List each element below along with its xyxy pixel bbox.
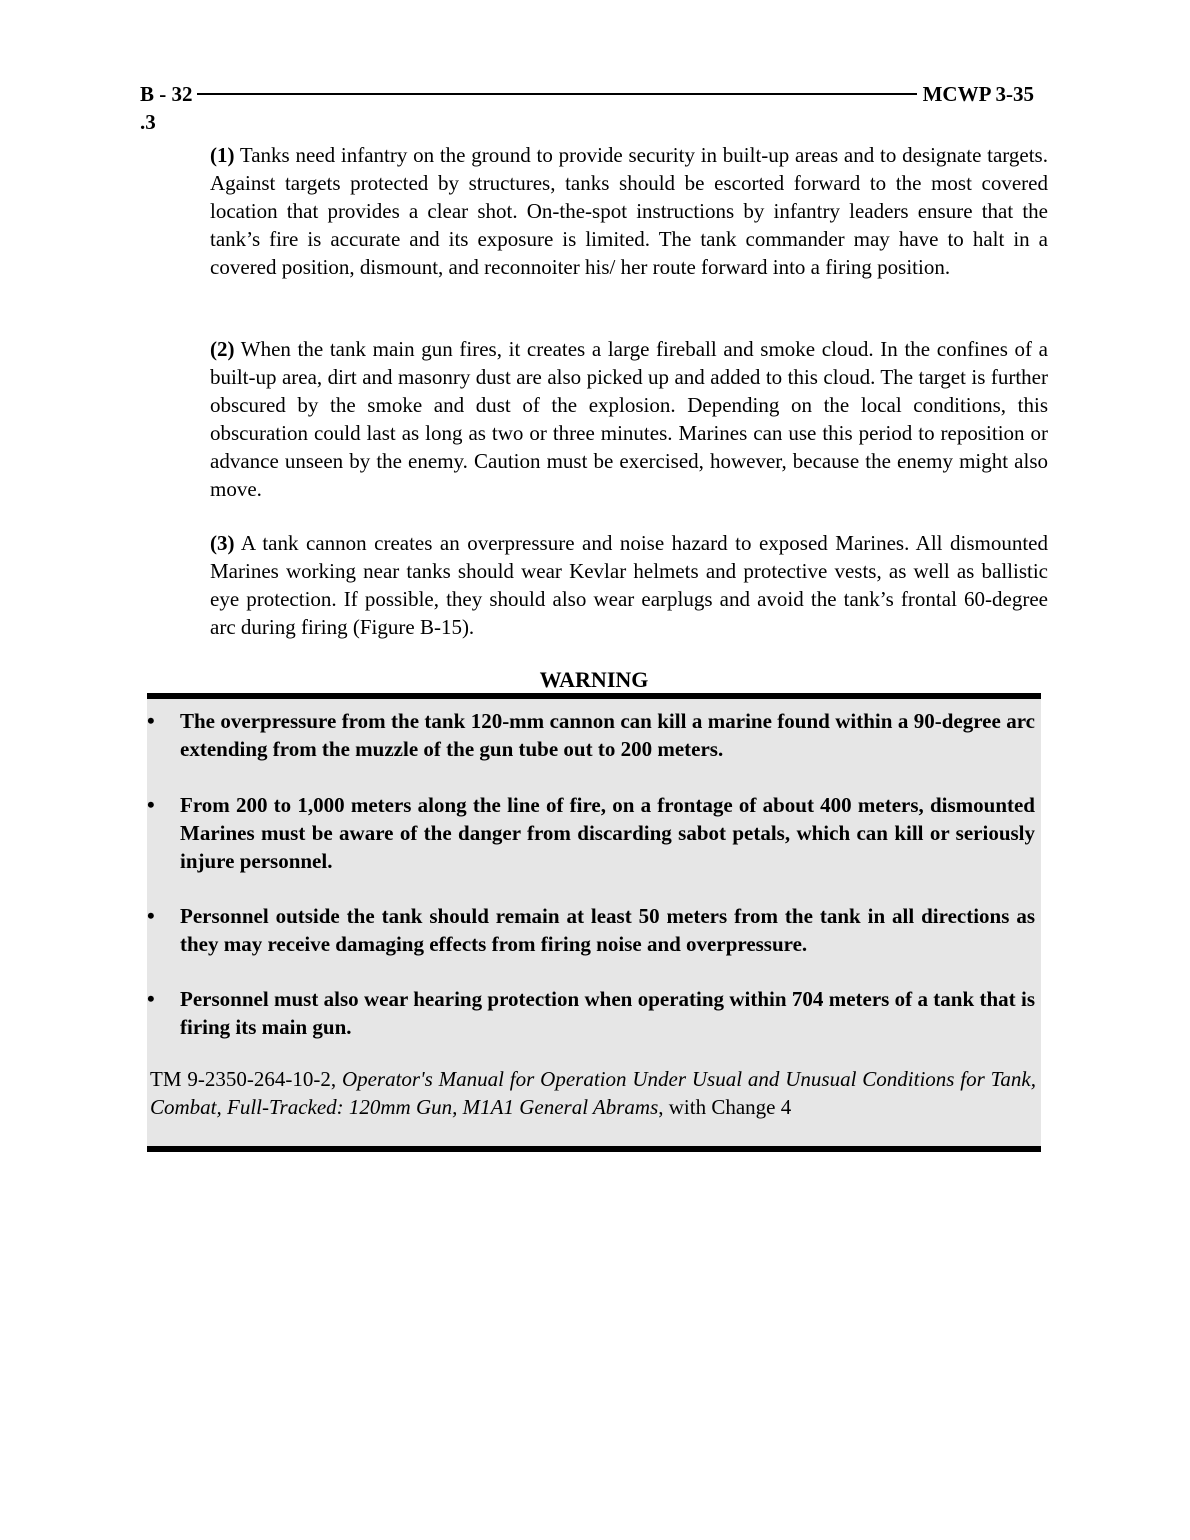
paragraph-text: A tank cannon creates an overpressure and noise hazard to exposed Marines. All dismounted Marines working near tanks should wear Kevlar helmets and protective vests, as well as ballistic eye protection. If possible, they should also wear earplugs and avoid the tank’s frontal 60-degree arc during firing (Figure B-15). <box>210 531 1048 639</box>
paragraph-number: (2) <box>210 337 235 361</box>
page-header <box>140 80 1034 108</box>
warning-item-text: Personnel must also wear hearing protection when operating within 704 meters of a tank that is firing its main gun. <box>180 987 1035 1039</box>
reference-suffix: , with Change 4 <box>658 1095 792 1119</box>
publication-id: MCWP 3-35 <box>922 81 1034 106</box>
bullet-icon: • <box>147 986 155 1011</box>
reference-title: Operator's Manual for Operation Under Usual and Unusual Conditions for Tank, Combat, Full-Tracked: 120mm Gun, M1A1 General Abrams <box>150 1067 1036 1119</box>
warning-reference <box>150 1065 1036 1121</box>
page-number: B - 32 <box>140 81 193 106</box>
warning-item-text: The overpressure from the tank 120-mm cannon can kill a marine found within a 90-degree arc extending from the muzzle of the gun tube out to 200 meters. <box>180 709 1035 761</box>
paragraph-text: When the tank main gun fires, it creates a large fireball and smoke cloud. In the confines of a built-up area, dirt and masonry dust are also picked up and added to this cloud. The target is further obscured by the smoke and dust of the explosion. Depending on the local conditions, this obscuration could last as long as two or three minutes. Marines can use this period to reposition or advance unseen by the enemy. Caution must be exercised, however, because the enemy might also move. <box>210 337 1048 501</box>
warning-item-text: Personnel outside the tank should remain at least 50 meters from the tank in all directions as they may receive damaging effects from firing noise and overpressure. <box>180 904 1035 956</box>
paragraph-3 <box>210 529 1048 641</box>
warning-title: WARNING <box>539 667 649 692</box>
bullet-icon: • <box>147 903 155 928</box>
warning-box <box>147 693 1041 1152</box>
header-rule <box>197 93 917 95</box>
paragraph-2 <box>210 335 1048 503</box>
reference-prefix: TM 9-2350-264-10-2, <box>150 1067 342 1091</box>
bullet-icon: • <box>147 708 155 733</box>
paragraph-text: Tanks need infantry on the ground to provide security in built-up areas and to designate targets. Against targets protected by structures, tanks should be escorted forward to the most covered location that provides a clear shot. On-the-spot instructions by infantry leaders ensure that the tank’s fire is accurate and its exposure is limited. The tank commander may have to halt in a covered position, dismount, and reconnoiter his/ her route forward into a firing position. <box>210 143 1048 279</box>
page-number-suffix: .3 <box>140 110 156 134</box>
bullet-icon: • <box>147 792 155 817</box>
paragraph-number: (1) <box>210 143 235 167</box>
paragraph-number: (3) <box>210 531 235 555</box>
warning-item-text: From 200 to 1,000 meters along the line of fire, on a frontage of about 400 meters, dismounted Marines must be aware of the danger from discarding sabot petals, which can kill or seriously injure personnel. <box>180 793 1035 873</box>
paragraph-1 <box>210 141 1048 281</box>
